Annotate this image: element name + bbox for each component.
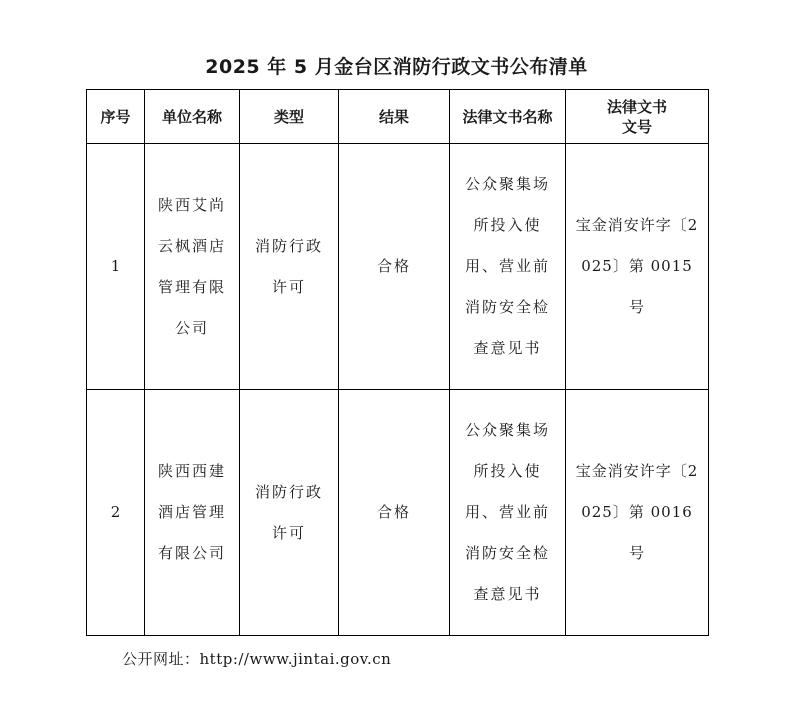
header-doc-number-line1: 法律文书 bbox=[606, 97, 667, 116]
table-header-row bbox=[87, 90, 709, 144]
header-type: 类型 bbox=[240, 90, 339, 144]
cell-doc-number: 宝金消安许字〔2025〕第 0016 号 bbox=[566, 390, 709, 636]
public-url-footer: 公开网址：http://www.jintai.gov.cn bbox=[122, 650, 392, 668]
header-doc-number bbox=[566, 90, 709, 144]
publication-table bbox=[86, 89, 709, 636]
cell-result: 合格 bbox=[339, 390, 450, 636]
cell-result: 合格 bbox=[339, 144, 450, 390]
header-doc-number-line2: 文号 bbox=[621, 117, 652, 136]
cell-unit: 陕西西建酒店管理有限公司 bbox=[145, 390, 240, 636]
header-index: 序号 bbox=[87, 90, 145, 144]
cell-doc-number: 宝金消安许字〔2025〕第 0015 号 bbox=[566, 144, 709, 390]
table-row bbox=[87, 144, 709, 390]
cell-doc-name: 公众聚集场所投入使用、营业前消防安全检查意见书 bbox=[450, 144, 566, 390]
header-doc-name: 法律文书名称 bbox=[450, 90, 566, 144]
cell-index: 2 bbox=[87, 390, 145, 636]
page-title: 2025 年 5 月金台区消防行政文书公布清单 bbox=[205, 56, 588, 78]
header-unit: 单位名称 bbox=[145, 90, 240, 144]
cell-unit: 陕西艾尚云枫酒店管理有限公司 bbox=[145, 144, 240, 390]
header-result: 结果 bbox=[339, 90, 450, 144]
cell-type: 消防行政许可 bbox=[240, 144, 339, 390]
cell-type: 消防行政许可 bbox=[240, 390, 339, 636]
cell-doc-name: 公众聚集场所投入使用、营业前消防安全检查意见书 bbox=[450, 390, 566, 636]
cell-index: 1 bbox=[87, 144, 145, 390]
table-row bbox=[87, 390, 709, 636]
